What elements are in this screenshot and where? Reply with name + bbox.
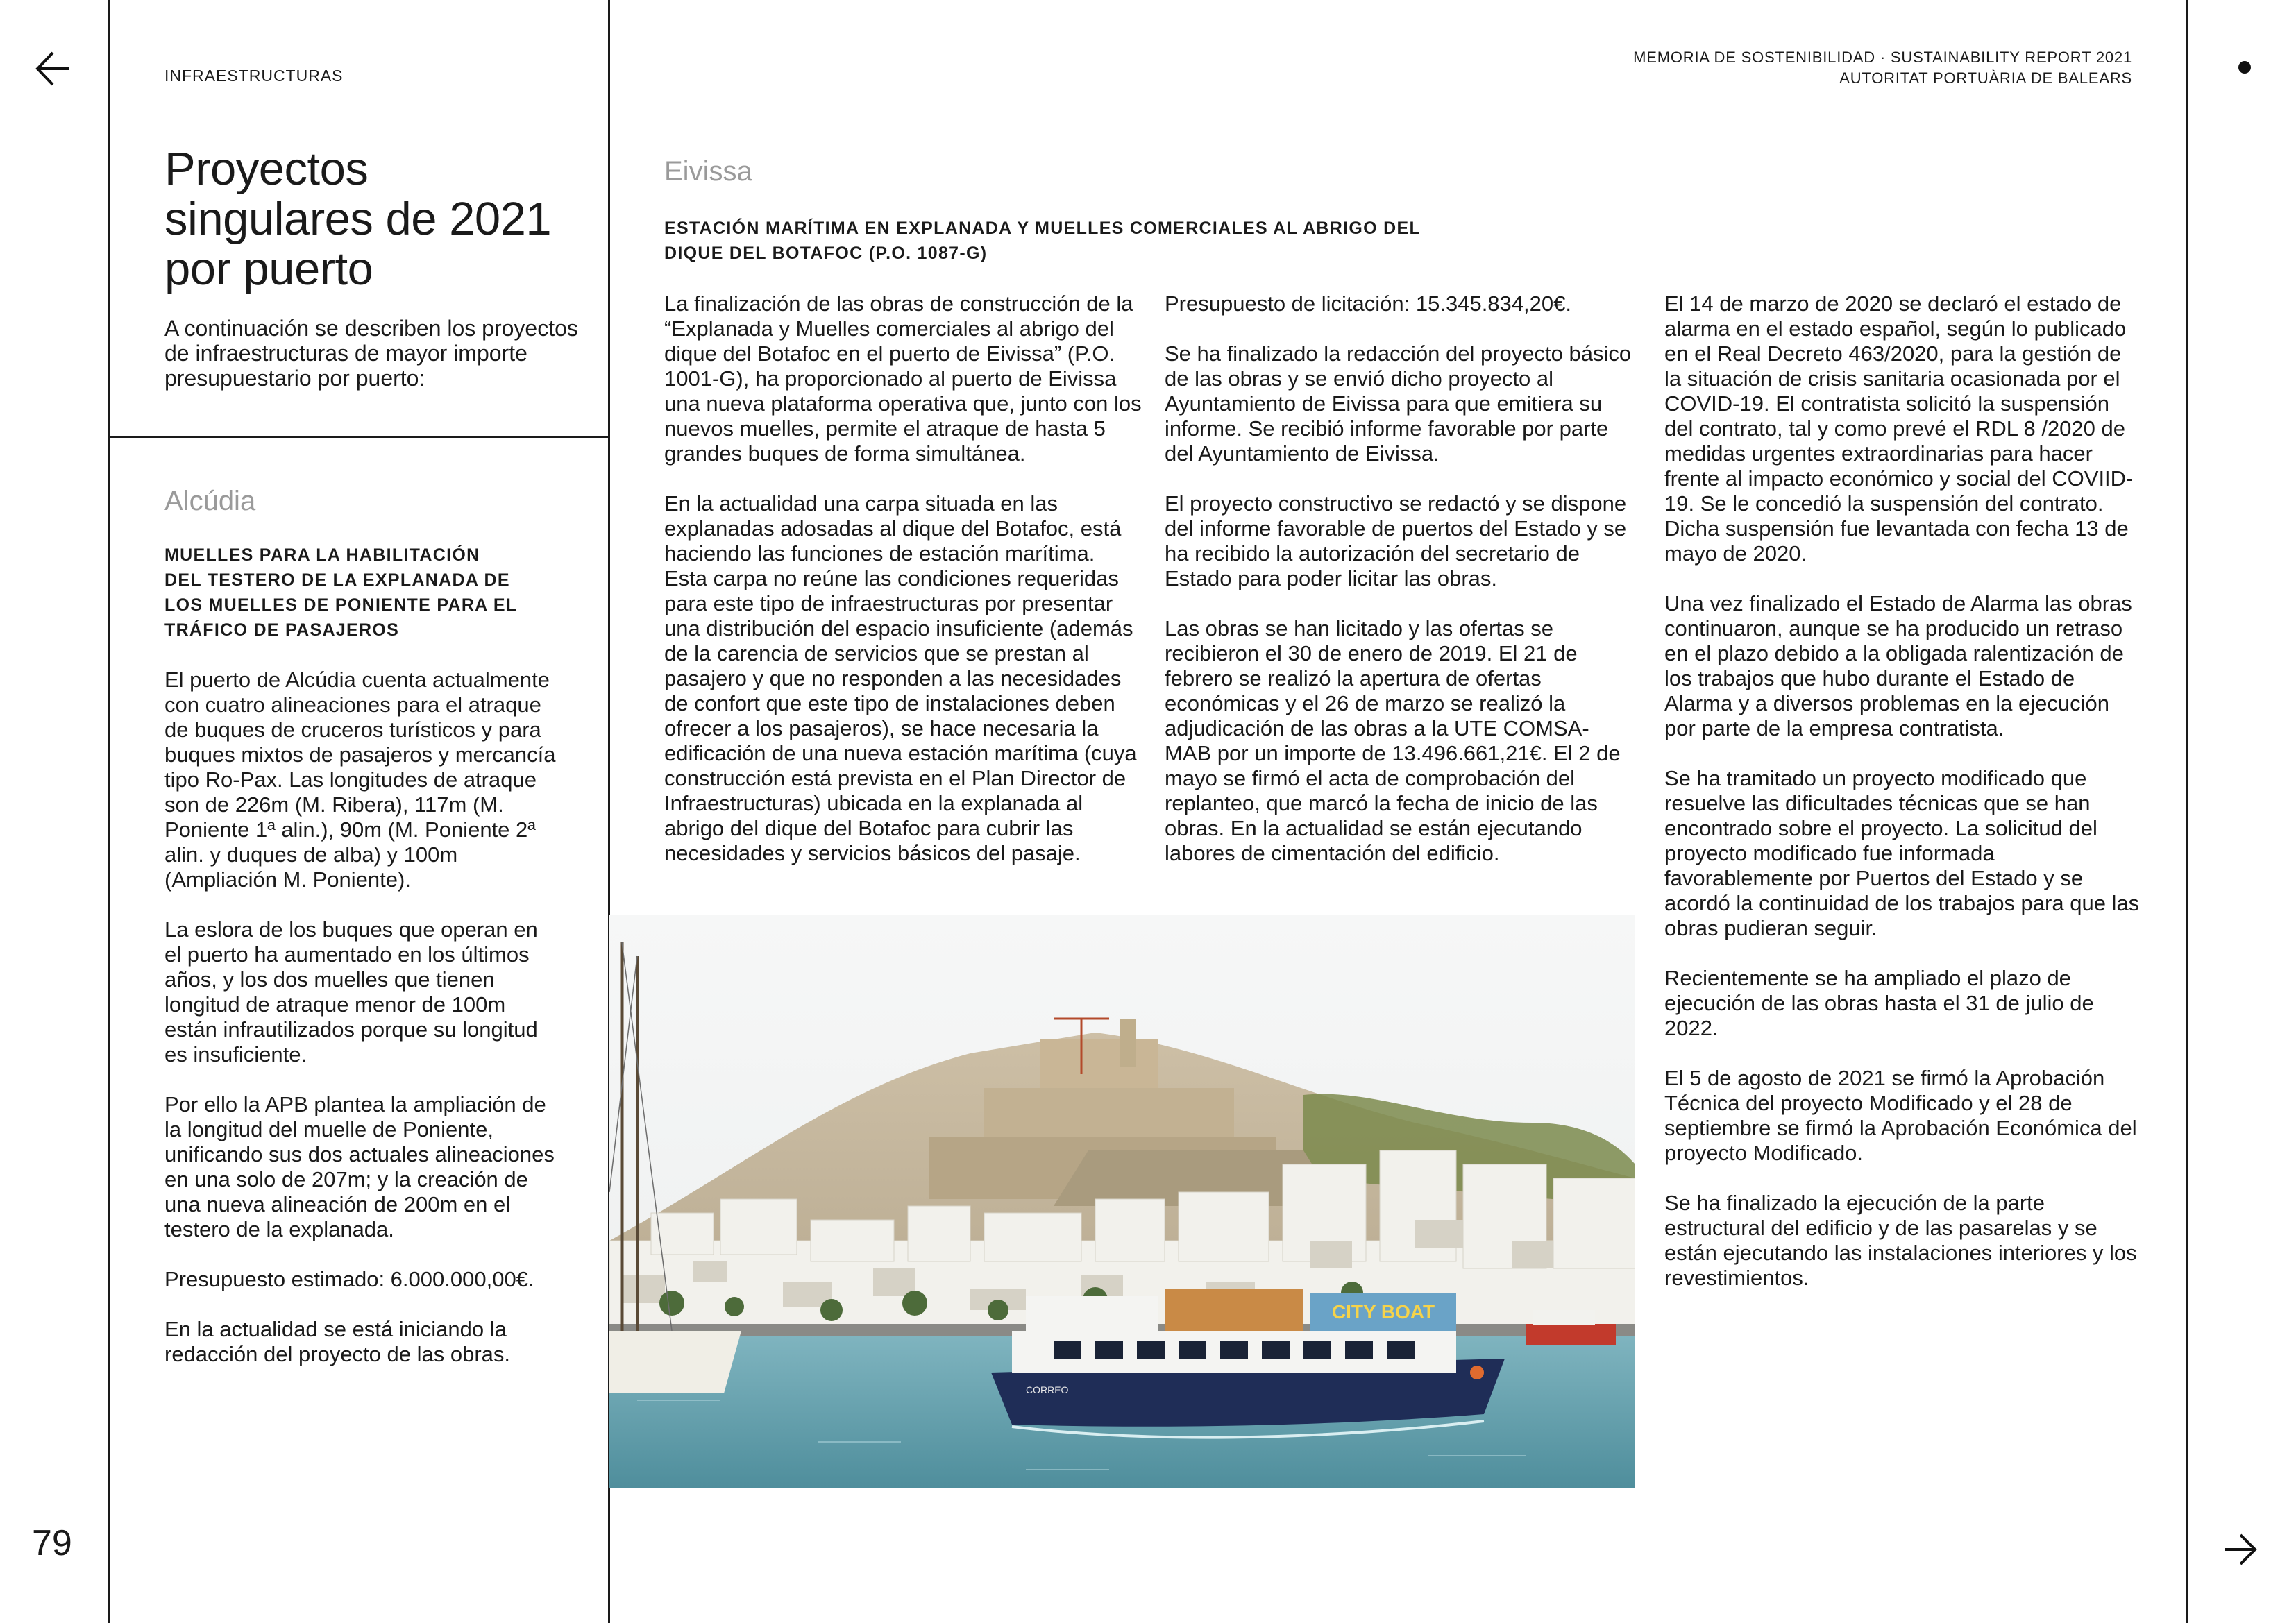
body-paragraph: Se ha finalizado la ejecución de la parte estructural del edificio y de las pasarelas y se están ejecutando las instalaciones interiores y los revestimientos. <box>1664 1191 2137 1290</box>
boat-name-text: CORREO <box>1026 1384 1069 1395</box>
body-paragraph: Las obras se han licitado y las ofertas se recibieron el 30 de enero de 2019. El 21 de febrero se realizó la apertura de ofertas económicas y el 26 de marzo se realizó la adjudicación de las obras a la UTE COMSA-MAB por un importe de 13.496.661,21€. El 2 de mayo se firmó el acta de comprobación del replanteo, que marcó la fecha de inicio de las obras. En la actualidad se están ejecutando labores de cimentación del edificio. <box>1165 616 1621 865</box>
right-margin-rule <box>2186 0 2188 1623</box>
body-paragraph: En la actualidad una carpa situada en las explanadas adosadas al dique del Botafoc, está haciendo las funciones de estación marítima. Esta carpa no reúne las condiciones requeridas para este tipo de infraestructuras por presentar una distribución del espacio insuficiente (además de la carencia de servicios que se prestan al pasajero y que no responden a las necesidades de confort que este tipo de instalaciones deben ofrecer a los pasajeros), se hace necesaria la edificación de una nueva estación marítima (cuya construcción está prevista en el Plan Director de Infraestructuras) ubicada en la explanada al abrigo del dique del Botafoc para cubrir las necesidades y servicios básicos del pasaje. <box>664 491 1137 865</box>
left-margin-rule <box>108 0 110 1623</box>
back-button[interactable] <box>35 50 72 91</box>
body-paragraph: La finalización de las obras de construcción de la “Explanada y Muelles comerciales al abrigo del dique del Botafoc en el puerto de Eivissa” (P.O. 1001-G), ha proporcionado al puerto de Eivissa una nueva plataforma operativa que, junto con los nuevos muelles, permite el atraque de hasta 5 grandes buques de forma simultánea. <box>664 291 1142 466</box>
organization-name: AUTORITAT PORTUÀRIA DE BALEARS <box>1839 69 2132 87</box>
body-paragraph: Una vez finalizado el Estado de Alarma las obras continuaron, aunque se ha producido un retraso en el plazo debido a la obligada ralentización de los trabajos que hubo durante el Estado de Alarma y a diversos problemas en la ejecución por parte de la empresa contratista. <box>1664 591 2132 740</box>
section-label: INFRAESTRUCTURAS <box>164 67 344 85</box>
eivissa-harbour-photo <box>609 915 1635 1488</box>
arrow-right-icon <box>2223 1532 2258 1567</box>
page-number: 79 <box>32 1523 72 1563</box>
subheading-line: LOS MUELLES DE PONIENTE PARA EL <box>164 595 518 615</box>
eivissa-column-2 <box>1165 291 1633 891</box>
forward-button[interactable] <box>2223 1532 2258 1570</box>
report-header <box>1633 47 2132 89</box>
boat-sign-text: CITY BOAT <box>1331 1301 1435 1323</box>
dot-icon <box>2238 61 2251 74</box>
body-paragraph: El 5 de agosto de 2021 se firmó la Aprobación Técnica del proyecto Modificado y el 28 de septiembre se firmó la Aprobación Económica del proyecto Modificado. <box>1664 1066 2137 1165</box>
subheading-line: MUELLES PARA LA HABILITACIÓN <box>164 545 480 565</box>
body-paragraph: La eslora de los buques que operan en el puerto ha aumentado en los últimos años, y los dos muelles que tienen longitud de atraque menor de 100m están infrautilizados porque su longitud es insuficiente. <box>164 917 538 1067</box>
page-title <box>164 144 581 294</box>
eivissa-column-1 <box>664 291 1143 891</box>
body-paragraph: El puerto de Alcúdia cuenta actualmente con cuatro alineaciones para el atraque de buques de cruceros turísticos y para buques mixtos de pasajeros y mercancía tipo Ro-Pax. Las longitudes de atraque son de 226m (M. Ribera), 117m (M. Poniente 1ª alin.), 90m (M. Poniente 2ª alin. y duques de alba) y 100m (Ampliación M. Poniente). <box>164 668 556 892</box>
alcudia-body <box>164 668 560 1392</box>
eivissa-heading: Eivissa <box>664 156 752 187</box>
body-paragraph: El proyecto constructivo se redactó y se dispone del informe favorable de puertos del Estado y se ha recibido la autorización del secretario de Estado para poder licitar las obras. <box>1165 491 1627 590</box>
eivissa-column-3 <box>1664 291 2143 1316</box>
page-title-line: singulares de 2021 <box>164 193 552 245</box>
body-paragraph: Recientemente se ha ampliado el plazo de ejecución de las obras hasta el 31 de julio de 2022. <box>1664 966 2094 1040</box>
body-paragraph: Se ha finalizado la redacción del proyecto básico de las obras y se envió dicho proyecto al Ayuntamiento de Eivissa para que emitiera su informe. Se recibió informe favorable por parte del Ayuntamiento de Eivissa. <box>1165 341 1632 466</box>
subheading-line: TRÁFICO DE PASAJEROS <box>164 620 400 640</box>
body-paragraph: Presupuesto de licitación: 15.345.834,20€. <box>1165 291 1571 316</box>
intro-text: A continuación se describen los proyectos de infraestructuras de mayor importe presupuestario por puerto: <box>164 316 578 391</box>
body-paragraph: Se ha tramitado un proyecto modificado que resuelve las dificultades técnicas que se han encontrado sobre el proyecto. La solicitud del proyecto modificado fue informada favorablemente por Puertos del Estado y se acordó la continuidad de los trabajos para que las obras pudieran seguir. <box>1664 766 2140 940</box>
body-paragraph: En la actualidad se está iniciando la redacción del proyecto de las obras. <box>164 1317 511 1366</box>
body-paragraph: Presupuesto estimado: 6.000.000,00€. <box>164 1267 534 1291</box>
subheading-line: DIQUE DEL BOTAFOC (P.O. 1087-G) <box>664 244 988 263</box>
body-paragraph: El 14 de marzo de 2020 se declaró el estado de alarma en el estado español, según lo publicado en el Real Decreto 463/2020, para la gestión de la situación de crisis sanitaria ocasionada por el COVID-19. El contratista solicitó la suspensión del contrato, tal y como prevé el RDL 8 /2020 de medidas urgentes extraordinarias para hacer frente al impacto económico y social del COVIID-19. Se le concedió la suspensión del contrato. Dicha suspensión fue levantada con fecha 13 de mayo de 2020. <box>1664 291 2134 566</box>
page-title-line: por puerto <box>164 243 373 295</box>
page-title-line: Proyectos <box>164 143 369 195</box>
alcudia-subheading <box>164 543 595 643</box>
alcudia-heading: Alcúdia <box>164 486 256 516</box>
subheading-line: ESTACIÓN MARÍTIMA EN EXPLANADA Y MUELLES COMERCIALES AL ABRIGO DEL <box>664 219 1421 238</box>
subheading-line: DEL TESTERO DE LA EXPLANADA DE <box>164 570 510 590</box>
arrow-left-icon <box>35 50 72 87</box>
eivissa-subheading <box>664 216 1532 266</box>
body-paragraph: Por ello la APB plantea la ampliación de la longitud del muelle de Poniente, unificando sus dos actuales alineaciones en una solo de 207m; y la creación de una nueva alineación de 200m en el testero de la explanada. <box>164 1092 555 1241</box>
sidebar-horizontal-rule <box>108 436 610 438</box>
report-title: MEMORIA DE SOSTENIBILIDAD · SUSTAINABILITY REPORT 2021 <box>1633 49 2132 66</box>
